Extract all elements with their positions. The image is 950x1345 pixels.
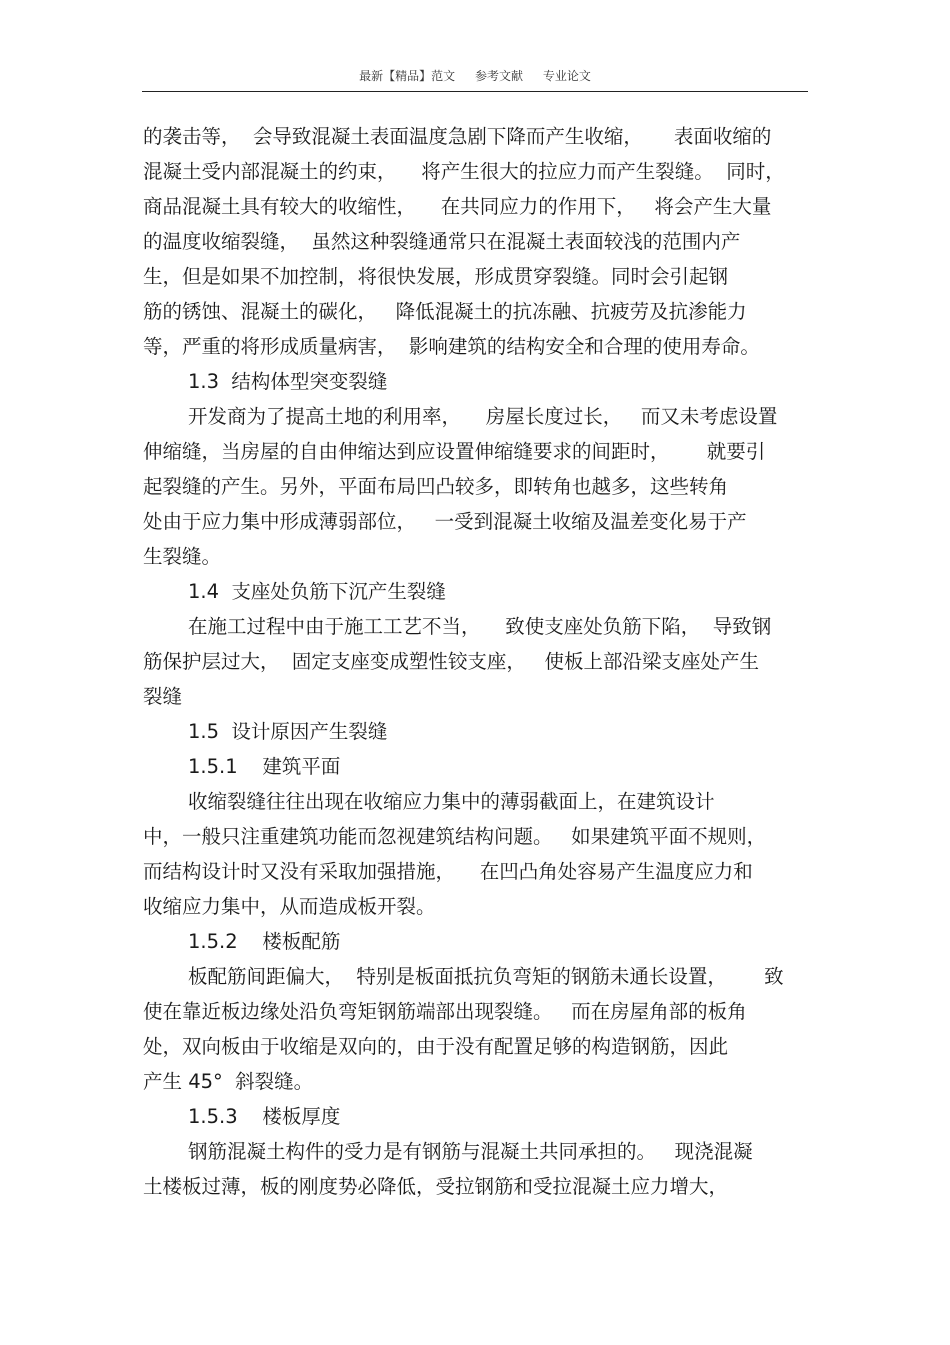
text-line: 1.4 支座处负筋下沉产生裂缝 <box>188 580 446 603</box>
text-line: 1.5 设计原因产生裂缝 <box>188 720 388 743</box>
text-line: 筋保护层过大， 固定支座变成塑性铰支座， 使板上部沿梁支座处产生 <box>143 650 759 673</box>
text-line: 商品混凝土具有较大的收缩性， 在共同应力的作用下， 将会产生大量 <box>143 195 772 218</box>
header-divider <box>142 91 808 92</box>
text-line: 钢筋混凝土构件的受力是有钢筋与混凝土共同承担的。 现浇混凝 <box>188 1140 753 1163</box>
text-line: 而结构设计时又没有采取加强措施， 在凹凸角处容易产生温度应力和 <box>143 860 753 883</box>
text-line: 处，双向板由于收缩是双向的，由于没有配置足够的构造钢筋，因此 <box>143 1035 729 1058</box>
text-line: 裂缝 <box>143 685 183 708</box>
text-line: 的温度收缩裂缝， 虽然这种裂缝通常只在混凝土表面较浅的范围内产 <box>143 230 741 253</box>
text-line: 等，严重的将形成质量病害， 影响建筑的结构安全和合理的使用寿命。 <box>143 335 760 358</box>
text-line: 土楼板过薄，板的刚度势必降低，受拉钢筋和受拉混凝土应力增大， <box>143 1175 729 1198</box>
header-item-cankao: 参考文献 <box>474 69 523 83</box>
text-line: 起裂缝的产生。另外，平面布局凹凸较多，即转角也越多，这些转角 <box>143 475 729 498</box>
text-line: 1.3 结构体型突变裂缝 <box>188 370 388 393</box>
text-line: 混凝土受内部混凝土的约束， 将产生很大的拉应力而产生裂缝。 同时， <box>143 160 785 183</box>
page-header <box>0 67 950 84</box>
text-line: 产生 45° 斜裂缝。 <box>143 1070 314 1093</box>
text-line: 1.5.3 楼板厚度 <box>188 1105 341 1128</box>
text-line: 收缩应力集中，从而造成板开裂。 <box>143 895 436 918</box>
header-item-lunwen: 专业论文 <box>542 69 591 83</box>
text-line: 板配筋间距偏大， 特别是板面抵抗负弯矩的钢筋未通长设置， 致 <box>188 965 784 988</box>
text-line: 中，一般只注重建筑功能而忽视建筑结构问题。 如果建筑平面不规则， <box>143 825 767 848</box>
text-line: 处由于应力集中形成薄弱部位， 一受到混凝土收缩及温差变化易于产 <box>143 510 747 533</box>
text-line: 开发商为了提高土地的利用率， 房屋长度过长， 而又未考虑设置 <box>188 405 778 428</box>
text-line: 筋的锈蚀、混凝土的碳化， 降低混凝土的抗冻融、抗疲劳及抗渗能力 <box>143 300 747 323</box>
text-line: 的袭击等， 会导致混凝土表面温度急剧下降而产生收缩， 表面收缩的 <box>143 125 772 148</box>
text-line: 使在靠近板边缘处沿负弯矩钢筋端部出现裂缝。 而在房屋角部的板角 <box>143 1000 747 1023</box>
text-line: 1.5.1 建筑平面 <box>188 755 341 778</box>
body-text <box>143 119 807 1204</box>
text-line: 收缩裂缝往往出现在收缩应力集中的薄弱截面上，在建筑设计 <box>188 790 715 813</box>
text-line: 在施工过程中由于施工工艺不当， 致使支座处负筋下陷， 导致钢 <box>188 615 772 638</box>
text-line: 生裂缝。 <box>143 545 222 568</box>
header-item-fanwen: 最新【精品】范文 <box>359 69 456 83</box>
text-line: 伸缩缝，当房屋的自由伸缩达到应设置伸缩缝要求的间距时， 就要引 <box>143 440 766 463</box>
text-line: 生，但是如果不加控制，将很快发展，形成贯穿裂缝。同时会引起钢 <box>143 265 729 288</box>
text-line: 1.5.2 楼板配筋 <box>188 930 341 953</box>
